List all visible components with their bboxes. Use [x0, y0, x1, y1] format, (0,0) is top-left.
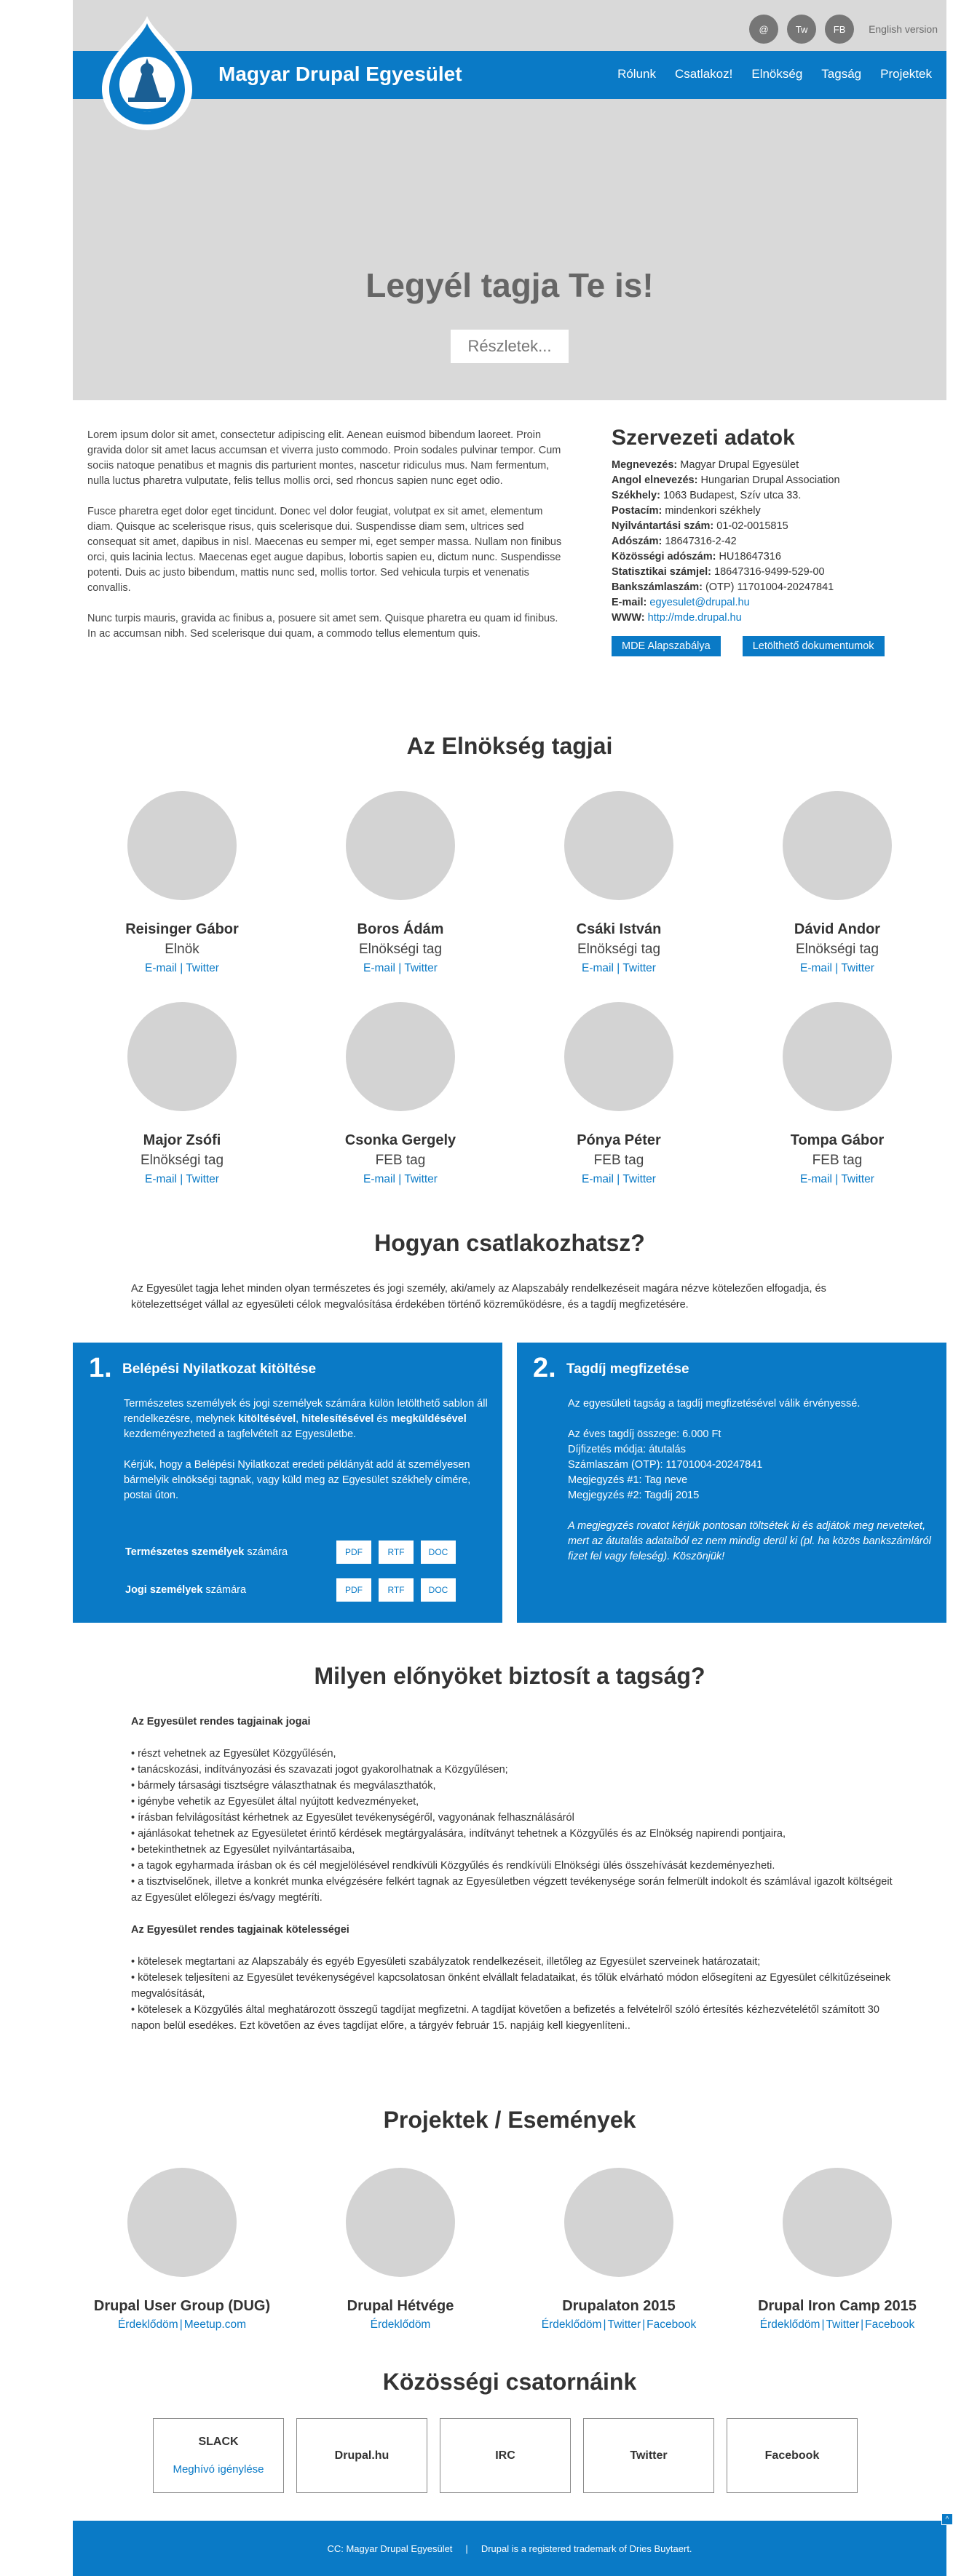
- avatar: [783, 791, 892, 900]
- join-text: Az Egyesület tagja lehet minden olyan természetes és jogi személy, aki/amely az Alapszabály rendelkezéseit magára nézve kötelezően elfogadja, és kötelezettséget vállal az egyesületi célok megvalósítása érdekében történő közreműködésre, és a tagdíj megfizetésére.: [131, 1283, 826, 1311]
- step-1-card: [73, 1343, 502, 1623]
- project-card: [73, 2168, 291, 2334]
- member-name: Boros Ádám: [357, 921, 444, 937]
- benefits-text: [131, 1714, 903, 2050]
- footer-separator: |: [465, 2543, 468, 2554]
- board-row: [73, 1002, 946, 1188]
- member-twitter-link[interactable]: Twitter: [841, 962, 874, 974]
- member-role: FEB tag: [375, 1153, 426, 1168]
- project-image: [346, 2168, 455, 2277]
- link-separator: |: [617, 1173, 620, 1185]
- org-row-label: Statisztikai számjel:: [612, 566, 711, 578]
- link-separator: |: [603, 2318, 606, 2331]
- payment-line: Az éves tagdíj összege: 6.000 Ft: [568, 1428, 721, 1440]
- avatar: [346, 791, 455, 900]
- org-row-label: Bankszámlaszám:: [612, 581, 703, 593]
- org-row-value: HU18647316: [719, 551, 781, 562]
- member-role: Elnökségi tag: [358, 942, 443, 957]
- member-name: Dávid Andor: [794, 921, 881, 937]
- footer: [73, 2521, 946, 2576]
- natural-doc-button[interactable]: DOC: [421, 1541, 456, 1564]
- link-separator: |: [861, 2318, 864, 2331]
- step-title: Belépési Nyilatkozat kitöltése: [122, 1361, 317, 1377]
- channel-irc[interactable]: [440, 2418, 571, 2493]
- member-twitter-link[interactable]: Twitter: [186, 1173, 219, 1185]
- avatar: [346, 1002, 455, 1111]
- org-row-label: Postacím:: [612, 505, 663, 517]
- legal-person-download-row: [125, 1578, 463, 1602]
- step-paragraph: Természetes személyek és jogi személyek számára külön letölthető sablon áll rendelkezésre, melynek kitöltésével, hitelesítésével és megküldésével kezdeményezheted a tagfelvételt az Egyesületbe.: [124, 1398, 488, 1440]
- org-row: [612, 473, 932, 488]
- natural-pdf-button[interactable]: PDF: [336, 1541, 371, 1564]
- project-name: Drupal Iron Camp 2015: [758, 2298, 917, 2314]
- org-row-label: Nyilvántartási szám:: [612, 520, 714, 532]
- page: [73, 0, 949, 2576]
- org-row-label: Adószám:: [612, 536, 663, 547]
- project-links: [728, 2316, 946, 2334]
- member-email-link[interactable]: E-mail: [363, 1173, 395, 1185]
- facebook-social-button[interactable]: FB: [825, 15, 854, 44]
- payment-details: [568, 1427, 932, 1503]
- board-member: [510, 1002, 728, 1188]
- project-links: [291, 2316, 510, 2334]
- projects-row: [73, 2168, 946, 2334]
- link-separator: |: [642, 2318, 646, 2331]
- member-links: [510, 1171, 728, 1188]
- org-row-label: Közösségi adószám:: [612, 551, 716, 562]
- board-member: [728, 1002, 946, 1188]
- duties-item: • kötelesek a Közgyűlés által meghatározott összegű tagdíjat megfizetni. A tagdíjat követően a befizetés a felvételről szóló értesítés kézhezvételétől számított 30 napon belül esedékes. Ezt követően az éves tagdíjat előre, a tárgyév február 15. napjáig kell kiegyenlíteni..: [131, 2004, 879, 2032]
- project-link[interactable]: Twitter: [826, 2318, 860, 2331]
- member-twitter-link[interactable]: Twitter: [622, 1173, 656, 1185]
- org-row: [612, 565, 932, 580]
- member-email-link[interactable]: E-mail: [363, 962, 395, 974]
- project-link[interactable]: Facebook: [865, 2318, 915, 2331]
- board-member: [291, 1002, 510, 1188]
- step-paragraph: Kérjük, hogy a Belépési Nyilatkozat eredeti példányát add át személyesen bármelyik elnökségi tagnak, vagy küld meg az Egyesület székhely címére, postai úton.: [124, 1459, 471, 1501]
- project-link[interactable]: Meetup.com: [183, 2318, 247, 2331]
- board-member: [510, 791, 728, 977]
- intro-text: [87, 428, 564, 657]
- org-row: [612, 504, 932, 519]
- download-label: Természetes személyek számára: [125, 1546, 288, 1558]
- org-row-label: Megnevezés:: [612, 459, 678, 471]
- project-name: Drupal Hétvége: [347, 2298, 454, 2314]
- duties-list: [131, 1954, 903, 2034]
- org-row: [612, 611, 932, 626]
- rights-item: • írásban felvilágosítást kérhetnek az Egyesület tevékenységéről, vagyonának felhasználásáról: [131, 1812, 574, 1824]
- org-row-label: Angol elnevezés:: [612, 474, 698, 486]
- board-member: [291, 791, 510, 977]
- project-link[interactable]: Érdeklődöm: [117, 2318, 178, 2331]
- rights-list: [131, 1746, 903, 1906]
- project-links: [73, 2316, 291, 2334]
- member-role: Elnökségi tag: [577, 942, 661, 957]
- rights-item: • ajánlásokat tehetnek az Egyesületet érintő kérdések megtárgyalására, indítványt tehetnek a Közgyűlés és az Elnökség napirendi pontjaira,: [131, 1828, 786, 1840]
- board-member: [73, 1002, 291, 1188]
- nav-item-elnokseg[interactable]: Elnökség: [751, 67, 803, 81]
- link-separator: |: [617, 962, 620, 974]
- member-role: FEB tag: [812, 1153, 863, 1168]
- link-separator: |: [180, 1173, 183, 1185]
- org-row-value: 18647316-9499-529-00: [714, 566, 825, 578]
- member-name: Major Zsófi: [143, 1132, 221, 1148]
- channel-name: Drupal.hu: [334, 2449, 389, 2462]
- nav-item-tagsag[interactable]: Tagság: [821, 67, 862, 81]
- org-row-value: 18647316-2-42: [665, 536, 737, 547]
- member-name: Pónya Péter: [577, 1132, 661, 1148]
- channel-name: Facebook: [764, 2449, 820, 2462]
- org-row: [612, 549, 932, 565]
- link-separator: |: [179, 2318, 183, 2331]
- member-twitter-link[interactable]: Twitter: [404, 1173, 438, 1185]
- member-twitter-link[interactable]: Twitter: [622, 962, 656, 974]
- org-title: Szervezeti adatok: [612, 426, 795, 450]
- channel-name: Twitter: [630, 2449, 668, 2462]
- member-twitter-link[interactable]: Twitter: [841, 1173, 874, 1185]
- member-role: Elnökségi tag: [795, 942, 879, 957]
- legal-rtf-button[interactable]: RTF: [379, 1578, 414, 1602]
- org-row-value: Magyar Drupal Egyesület: [680, 459, 799, 471]
- project-name: Drupal User Group (DUG): [93, 2298, 271, 2314]
- member-role: Elnökségi tag: [140, 1153, 224, 1168]
- intro-paragraph: Nunc turpis mauris, gravida ac finibus a, posuere sit amet sem. Quisque pharetra eu quam id finibus. In ac accumsan nibh. Sed scelerisque dui quam, a commodo tellus elementum quis.: [87, 613, 558, 640]
- download-label: Jogi személyek számára: [125, 1584, 247, 1596]
- org-row: [612, 488, 932, 504]
- back-to-top-icon[interactable]: ^: [941, 2513, 953, 2525]
- member-links: [73, 1171, 291, 1188]
- org-row-label: WWW:: [612, 612, 645, 624]
- org-row-link[interactable]: egyesulet@drupal.hu: [649, 597, 750, 608]
- member-links: [73, 960, 291, 977]
- channel-twitter[interactable]: [583, 2418, 714, 2493]
- project-link[interactable]: Twitter: [607, 2318, 641, 2331]
- channel-drupalhu[interactable]: [296, 2418, 427, 2493]
- link-separator: |: [180, 962, 183, 974]
- member-links: [510, 960, 728, 977]
- member-twitter-link[interactable]: Twitter: [186, 962, 219, 974]
- org-row-value: (OTP) 11701004-20247841: [705, 581, 834, 593]
- link-separator: |: [835, 1173, 839, 1185]
- channel-slack[interactable]: [153, 2418, 284, 2493]
- link-separator: |: [398, 1173, 402, 1185]
- intro-paragraph: Lorem ipsum dolor sit amet, consectetur adipiscing elit. Aenean euismod bibendum laoreet. Proin gravida dolor sit amet lacus accumsan et viverra justo commodo. Proin sodales pulvinar tempor. Cum sociis natoque penatibus et magnis dis parturient montes, nascetur ridiculus mus. Nam fermentum, nulla luctus pharetra vulputate, felis tellus mollis orci, sed rhoncus sapien nunc eget odio.: [87, 429, 561, 487]
- project-image: [783, 2168, 892, 2277]
- member-role: FEB tag: [593, 1153, 644, 1168]
- org-row-label: E-mail:: [612, 597, 647, 608]
- project-name: Drupalaton 2015: [562, 2298, 676, 2314]
- member-email-link[interactable]: E-mail: [145, 962, 177, 974]
- member-role: Elnök: [165, 942, 199, 957]
- nav-item-projektek[interactable]: Projektek: [880, 67, 932, 81]
- rights-item: • betekinthetnek az Egyesület nyilvántartásaiba,: [131, 1844, 355, 1856]
- org-row-value: 1063 Budapest, Szív utca 33.: [663, 490, 802, 501]
- member-links: [291, 960, 510, 977]
- project-links: [510, 2316, 728, 2334]
- duties-item: • kötelesek megtartani az Alapszabály és egyéb Egyesületi szabályzatok rendelkezéseit, illetőleg az Egyesület szerveinek határozatait;: [131, 1956, 761, 1968]
- rights-item: • részt vehetnek az Egyesület Közgyűlésén,: [131, 1748, 336, 1760]
- member-links: [291, 1171, 510, 1188]
- payment-line: Díjfizetés módja: átutalás: [568, 1444, 686, 1455]
- avatar: [564, 1002, 673, 1111]
- channel-name: SLACK: [198, 2436, 239, 2448]
- org-row: [612, 519, 932, 534]
- natural-person-download-row: [125, 1541, 463, 1564]
- rights-item: • bármely társasági tisztségre választhatnak és megválaszthatók,: [131, 1780, 436, 1792]
- avatar: [564, 791, 673, 900]
- org-row-value: mindenkori székhely: [665, 505, 761, 517]
- member-email-link[interactable]: E-mail: [800, 1173, 832, 1185]
- project-image: [564, 2168, 673, 2277]
- member-links: [728, 1171, 946, 1188]
- duties-item: • kötelesek teljesíteni az Egyesület tevékenységével kapcsolatosan önként elvállalt feladataikat, és tőlük elvárható módon elősegíteni az Egyesület célkitűzéseinek megvalósítását,: [131, 1972, 891, 2000]
- project-card: [291, 2168, 510, 2334]
- payment-line: Megjegyzés #1: Tag neve: [568, 1474, 688, 1486]
- org-row-label: Székhely:: [612, 490, 660, 501]
- hero: [73, 0, 946, 400]
- channel-name: IRC: [495, 2449, 515, 2462]
- link-separator: |: [821, 2318, 825, 2331]
- benefits-title: Milyen előnyöket biztosít a tagság?: [314, 1663, 705, 1689]
- org-row: [612, 595, 932, 611]
- avatar: [127, 1002, 237, 1111]
- rights-item: • a tagok egyharmada írásban ok és cél megjelölésével rendkívüli Közgyűlés és rendkívüli Elnökségi ülés összehívását kezdeményezheti.: [131, 1860, 775, 1872]
- intro-paragraph: Fusce pharetra eget dolor eget tincidunt. Donec vel dolor feugiat, volutpat ex sit amet, elementum diam. Quisque ac scelerisque risus, quis scelerisque dui. Suspendisse diam sem, ultrices sed consequat sit amet, dapibus in nisl. Maecenas eu semper mi, eget semper massa. Nullam non finibus orci, quis lacinia lectus. Maecenas eget augue dapibus, lobortis sapien eu, dictum nunc. Suspendisse potenti. Duis ac justo bibendum, mattis nunc sed, mollis tortor. Sed vehicula turpis et venenatis convallis.: [87, 506, 562, 594]
- project-image: [127, 2168, 237, 2277]
- rights-heading: Az Egyesület rendes tagjainak jogai: [131, 1716, 311, 1728]
- step-body: [568, 1396, 932, 1580]
- site-name[interactable]: Magyar Drupal Egyesület: [218, 63, 462, 85]
- member-email-link[interactable]: E-mail: [582, 962, 614, 974]
- member-name: Reisinger Gábor: [125, 921, 239, 937]
- step-number: 2.: [533, 1353, 556, 1383]
- step-2-card: [517, 1343, 946, 1623]
- step-number: 1.: [89, 1353, 112, 1383]
- org-details: [612, 426, 932, 656]
- rights-item: • a tisztviselőnek, illetve a konkrét munka elvégzésére felkért tagnak az Egyesületben végzett tevékenysége során felmerült indokolt és számlával igazolt költségeit az Egyesület előlegezi és/vagy megtéríti.: [131, 1876, 893, 1904]
- channel-invite-link[interactable]: Meghívó igénylése: [173, 2463, 264, 2476]
- project-link[interactable]: Érdeklődöm: [370, 2318, 431, 2331]
- org-row-value: 01-02-0015815: [716, 520, 788, 532]
- channel-facebook[interactable]: [727, 2418, 858, 2493]
- rights-item: • tanácskozási, indítványozási és szavazati jogot gyakorolhatnak a Közgyűlésen;: [131, 1764, 508, 1776]
- project-link[interactable]: Érdeklődöm: [541, 2318, 602, 2331]
- member-name: Csáki István: [576, 921, 662, 937]
- payment-line: Megjegyzés #2: Tagdíj 2015: [568, 1490, 700, 1501]
- member-email-link[interactable]: E-mail: [800, 962, 832, 974]
- avatar: [783, 1002, 892, 1111]
- main-nav: [617, 67, 932, 82]
- board-row: [73, 791, 946, 977]
- step-title: Tagdíj megfizetése: [566, 1361, 689, 1377]
- legal-doc-button[interactable]: DOC: [421, 1578, 456, 1602]
- avatar: [127, 791, 237, 900]
- link-separator: |: [398, 962, 402, 974]
- board-member: [73, 791, 291, 977]
- duties-heading: Az Egyesület rendes tagjainak kötelességei: [131, 1924, 349, 1936]
- step-paragraph: Az egyesületi tagság a tagdíj megfizetésével válik érvényessé.: [568, 1398, 861, 1410]
- channels-row: [153, 2418, 858, 2493]
- english-version-link[interactable]: English version: [869, 23, 938, 35]
- member-twitter-link[interactable]: Twitter: [404, 962, 438, 974]
- member-email-link[interactable]: E-mail: [145, 1173, 177, 1185]
- org-row: [612, 458, 932, 473]
- project-link[interactable]: Érdeklődöm: [759, 2318, 820, 2331]
- drupal-drop-logo[interactable]: [96, 13, 198, 133]
- project-card: [728, 2168, 946, 2334]
- statute-button[interactable]: MDE Alapszabálya: [612, 636, 721, 656]
- project-link[interactable]: Facebook: [646, 2318, 697, 2331]
- twitter-social-button[interactable]: Tw: [787, 15, 816, 44]
- member-email-link[interactable]: E-mail: [582, 1173, 614, 1185]
- link-separator: |: [835, 962, 839, 974]
- member-name: Csonka Gergely: [344, 1132, 456, 1148]
- footer-copyright: CC: Magyar Drupal Egyesület: [327, 2543, 453, 2554]
- org-row: [612, 580, 932, 595]
- nav-item-rolunk[interactable]: Rólunk: [617, 67, 656, 81]
- join-title: Hogyan csatlakozhatsz?: [374, 1230, 645, 1256]
- natural-rtf-button[interactable]: RTF: [379, 1541, 414, 1564]
- board-title: Az Elnökség tagjai: [406, 733, 613, 759]
- project-card: [510, 2168, 728, 2334]
- nav-item-csatlakoz[interactable]: Csatlakoz!: [674, 67, 733, 81]
- org-row-value: Hungarian Drupal Association: [700, 474, 840, 486]
- rights-item: • igénybe vehetik az Egyesület által nyújtott kedvezményeket,: [131, 1796, 419, 1808]
- documents-button[interactable]: Letölthető dokumentumok: [743, 636, 885, 656]
- payment-line: Számlaszám (OTP): 11701004-20247841: [568, 1459, 763, 1471]
- navbar: [73, 51, 946, 99]
- member-links: [728, 960, 946, 977]
- channels-title: Közösségi csatornáink: [382, 2369, 637, 2395]
- member-name: Tompa Gábor: [790, 1132, 885, 1148]
- hero-title: Legyél tagja Te is!: [365, 266, 654, 304]
- payment-note: A megjegyzés rovatot kérjük pontosan töltsétek ki és adjátok meg neveteket, mert az átutalás adataiból ez nem mindig derül ki (pl. ha közös bankszámláról fizet fel vagy feleség). Köszönjük!: [568, 1520, 931, 1562]
- org-row-link[interactable]: http://mde.drupal.hu: [647, 612, 742, 624]
- board-member: [728, 791, 946, 977]
- email-social-button[interactable]: @: [749, 15, 778, 44]
- legal-pdf-button[interactable]: PDF: [336, 1578, 371, 1602]
- top-bar: [749, 15, 938, 44]
- org-row: [612, 534, 932, 549]
- details-button[interactable]: Részletek...: [451, 330, 569, 363]
- footer-trademark: Drupal is a registered trademark of Dries Buytaert.: [481, 2543, 692, 2554]
- projects-title: Projektek / Események: [383, 2107, 636, 2133]
- step-body: [124, 1396, 488, 1519]
